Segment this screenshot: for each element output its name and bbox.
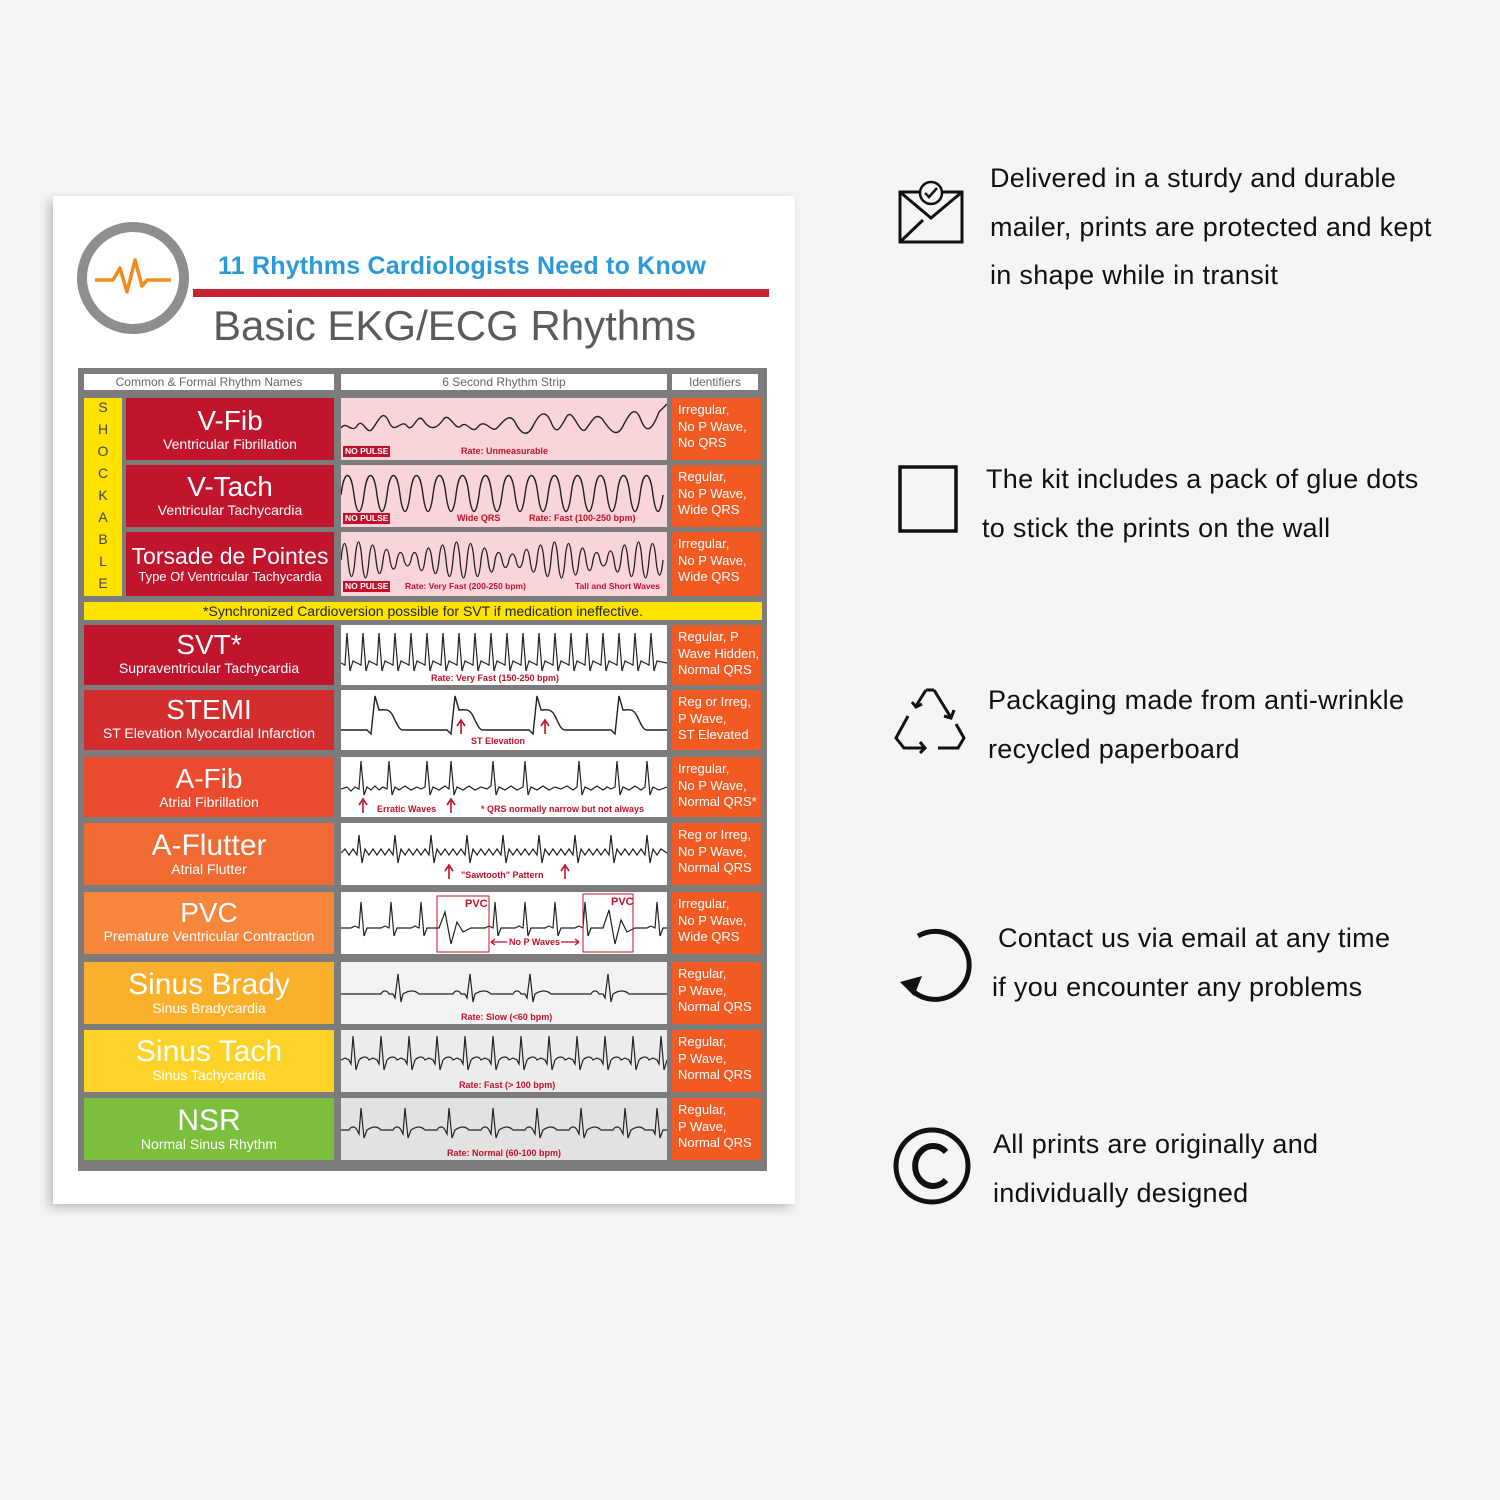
strip-label: No P Waves xyxy=(509,937,561,947)
poster-title: Basic EKG/ECG Rhythms xyxy=(213,302,697,349)
feature-line: mailer, prints are protected and kept xyxy=(990,211,1432,242)
identifier-line: Wide QRS xyxy=(678,929,740,944)
identifier-line: No P Wave, xyxy=(678,552,747,568)
strip-label: Erratic Waves xyxy=(377,804,437,814)
shockable-letter: O xyxy=(97,443,109,459)
rhythm-full-name: ST Elevation Myocardial Infarction xyxy=(102,725,316,741)
identifiers-torsade xyxy=(672,532,761,596)
feature-line: in shape while in transit xyxy=(990,260,1279,290)
identifier-line: Irregular, xyxy=(678,761,730,776)
strip-label: Rate: Very Fast (200-250 bpm) xyxy=(405,581,526,591)
heartbeat-icon xyxy=(93,258,173,298)
identifier-line: P Wave, xyxy=(678,1118,727,1134)
rhythm-abbr: V-Tach xyxy=(187,471,273,502)
identifier-line: Normal QRS xyxy=(678,662,752,677)
feature-line: The kit includes a pack of glue dots xyxy=(986,464,1419,494)
rhythm-full-name: Ventricular Tachycardia xyxy=(157,502,303,518)
ekg-poster xyxy=(53,196,795,1204)
strip-label: Rate: Fast (100-250 bpm) xyxy=(529,513,636,523)
rhythm-name-svt xyxy=(84,625,334,685)
identifier-line: Normal QRS xyxy=(678,1135,752,1150)
shockable-letter: S xyxy=(98,399,108,415)
rhythm-name-sinus-brady xyxy=(84,962,334,1024)
identifiers-vfib xyxy=(672,398,761,460)
identifiers-vtach xyxy=(672,465,761,527)
identifier-line: P Wave, xyxy=(678,1050,727,1066)
recycle-icon xyxy=(880,676,980,796)
feature-line: recycled paperboard xyxy=(988,733,1240,764)
rhythm-strip-sinus-brady xyxy=(341,962,667,1024)
identifier-line: Normal QRS xyxy=(678,860,752,875)
identifiers-pvc xyxy=(672,892,761,954)
identifier-line: Normal QRS xyxy=(678,1067,752,1082)
strip-label: Tall and Short Waves xyxy=(575,581,661,591)
rhythm-full-name: Normal Sinus Rhythm xyxy=(140,1136,278,1152)
rhythm-name-pvc xyxy=(84,892,334,954)
identifier-line: P Wave, xyxy=(678,710,727,726)
title-divider xyxy=(193,289,769,297)
strip-label: PVC xyxy=(465,898,488,910)
identifiers-nsr xyxy=(672,1098,761,1160)
identifier-line: Wide QRS xyxy=(678,569,740,584)
rhythm-abbr: NSR xyxy=(177,1104,241,1137)
envelope-check-icon xyxy=(880,160,980,280)
feature-packaging xyxy=(880,676,1480,816)
rhythm-strip-sinus-tach xyxy=(341,1030,667,1092)
identifier-line: ST Elevated xyxy=(678,727,749,742)
rhythm-strip-pvc xyxy=(341,892,667,954)
identifier-line: No P Wave, xyxy=(678,843,747,859)
identifiers-sinus-brady xyxy=(672,962,761,1024)
rhythm-abbr: Torsade de Pointes xyxy=(131,543,329,569)
strip-label: Rate: Very Fast (150-250 bpm) xyxy=(431,673,560,683)
rhythm-name-torsade xyxy=(126,532,334,596)
strip-label: Rate: Fast (> 100 bpm) xyxy=(459,1080,556,1090)
identifiers-svt xyxy=(672,625,761,685)
identifier-line: P Wave, xyxy=(678,982,727,998)
identifier-line: No P Wave, xyxy=(678,418,747,434)
feature-text xyxy=(992,914,1391,1011)
identifier-line: Regular, P xyxy=(678,629,739,644)
identifier-line: Wide QRS xyxy=(678,502,740,517)
feature-text xyxy=(990,154,1432,300)
shockable-letter: A xyxy=(98,509,108,525)
copyright-icon xyxy=(880,1122,980,1242)
rhythm-name-vfib xyxy=(126,398,334,460)
rhythm-name-sinus-tach xyxy=(84,1030,334,1092)
identifier-line: Irregular, xyxy=(678,896,730,911)
column-header-identifiers: Identifiers xyxy=(672,374,758,390)
rhythm-name-stemi xyxy=(84,690,334,750)
column-header-strip: 6 Second Rhythm Strip xyxy=(341,374,667,390)
identifiers-afib xyxy=(672,757,761,817)
identifier-line: Normal QRS* xyxy=(678,794,757,809)
feature-text xyxy=(988,676,1404,773)
rhythm-strip-vtach xyxy=(341,465,667,527)
rhythm-abbr: Sinus Brady xyxy=(128,968,290,1001)
feature-glue-dots xyxy=(880,455,1480,595)
identifier-line: Reg or Irreg, xyxy=(678,827,751,842)
rhythm-full-name: Sinus Tachycardia xyxy=(152,1067,266,1083)
identifiers-aflutter xyxy=(672,823,761,885)
feature-text xyxy=(982,455,1419,552)
identifier-line: Regular, xyxy=(678,1034,727,1049)
identifier-line: Irregular, xyxy=(678,402,730,417)
rhythm-abbr: Sinus Tach xyxy=(135,1035,283,1068)
rhythm-abbr: A-Fib xyxy=(175,763,243,794)
identifier-line: Wave Hidden, xyxy=(678,645,760,661)
square-icon xyxy=(880,455,980,575)
identifier-line: Regular, xyxy=(678,1102,727,1117)
strip-label: PVC xyxy=(611,896,634,908)
feature-line: Delivered in a sturdy and durable xyxy=(990,163,1397,193)
identifier-line: No QRS xyxy=(678,435,727,450)
rhythm-strip-afib xyxy=(341,757,667,817)
rhythm-name-nsr xyxy=(84,1098,334,1160)
feature-original-design xyxy=(880,1122,1480,1262)
strip-label: * QRS normally narrow but not always xyxy=(481,804,645,814)
identifier-line: Normal QRS xyxy=(678,999,752,1014)
poster-subtitle: 11 Rhythms Cardiologists Need to Know xyxy=(218,252,707,280)
identifier-line: No P Wave, xyxy=(678,485,747,501)
feature-line: All prints are originally and xyxy=(993,1129,1319,1159)
feature-mailer xyxy=(880,160,1480,300)
rhythm-full-name: Type Of Ventricular Tachycardia xyxy=(138,569,322,584)
feature-line: individually designed xyxy=(993,1177,1249,1208)
heartbeat-logo xyxy=(77,222,189,334)
feature-line: Packaging made from anti-wrinkle xyxy=(988,685,1405,715)
rhythm-full-name: Atrial Flutter xyxy=(171,861,247,877)
feature-text xyxy=(993,1120,1318,1217)
rhythm-full-name: Atrial Fibrillation xyxy=(159,794,259,810)
identifiers-stemi xyxy=(672,690,761,750)
rhythm-strip-svt xyxy=(341,625,667,685)
column-header-names: Common & Formal Rhythm Names xyxy=(84,374,334,390)
rhythm-abbr: SVT* xyxy=(176,629,242,660)
shockable-letter: L xyxy=(99,553,107,569)
refresh-icon xyxy=(880,914,980,1034)
shockable-letter: C xyxy=(97,465,109,481)
strip-label: "Sawtooth" Pattern xyxy=(461,870,544,880)
rhythm-abbr: STEMI xyxy=(166,694,252,725)
cardioversion-note: *Synchronized Cardioversion possible for SVT if medication ineffective. xyxy=(84,602,762,620)
rhythm-abbr: V-Fib xyxy=(197,405,263,436)
identifier-line: No P Wave, xyxy=(678,777,747,793)
rhythm-full-name: Ventricular Fibrillation xyxy=(163,436,297,452)
feature-line: Contact us via email at any time xyxy=(998,923,1391,953)
strip-label: Wide QRS xyxy=(457,513,501,523)
rhythm-strip-aflutter xyxy=(341,823,667,885)
rhythm-strip-nsr xyxy=(341,1098,667,1160)
rhythm-name-aflutter xyxy=(84,823,334,885)
no-pulse-badge: NO PULSE xyxy=(345,446,389,456)
strip-label: Rate: Unmeasurable xyxy=(461,446,549,456)
identifier-line: Reg or Irreg, xyxy=(678,694,751,709)
shockable-letter: K xyxy=(98,487,108,503)
rhythm-strip-vfib xyxy=(341,398,667,460)
rhythm-full-name: Sinus Bradycardia xyxy=(152,1000,266,1016)
shockable-label xyxy=(84,398,122,596)
rhythm-strip-torsade xyxy=(341,532,667,596)
strip-label: ST Elevation xyxy=(471,736,526,746)
rhythm-full-name: Premature Ventricular Contraction xyxy=(103,928,315,944)
rhythm-strip-stemi xyxy=(341,690,667,750)
identifiers-sinus-tach xyxy=(672,1030,761,1092)
strip-label: Rate: Normal (60-100 bpm) xyxy=(447,1148,562,1158)
no-pulse-badge: NO PULSE xyxy=(345,581,389,591)
feature-line: to stick the prints on the wall xyxy=(982,512,1331,543)
identifier-line: Regular, xyxy=(678,966,727,981)
feature-contact xyxy=(880,914,1480,1054)
shockable-letter: B xyxy=(98,531,108,547)
no-pulse-badge: NO PULSE xyxy=(345,513,389,523)
shockable-letter: H xyxy=(97,421,109,437)
identifier-line: Irregular, xyxy=(678,536,730,551)
rhythm-name-vtach xyxy=(126,465,334,527)
rhythm-full-name: Supraventricular Tachycardia xyxy=(118,660,300,676)
identifier-line: No P Wave, xyxy=(678,912,747,928)
rhythm-table xyxy=(78,368,767,1171)
identifier-line: Regular, xyxy=(678,469,727,484)
rhythm-name-afib xyxy=(84,757,334,817)
feature-line: if you encounter any problems xyxy=(992,971,1363,1002)
strip-label: Rate: Slow (<60 bpm) xyxy=(461,1012,553,1022)
rhythm-abbr: A-Flutter xyxy=(151,829,267,862)
shockable-letter: E xyxy=(98,575,108,591)
rhythm-abbr: PVC xyxy=(180,897,238,928)
